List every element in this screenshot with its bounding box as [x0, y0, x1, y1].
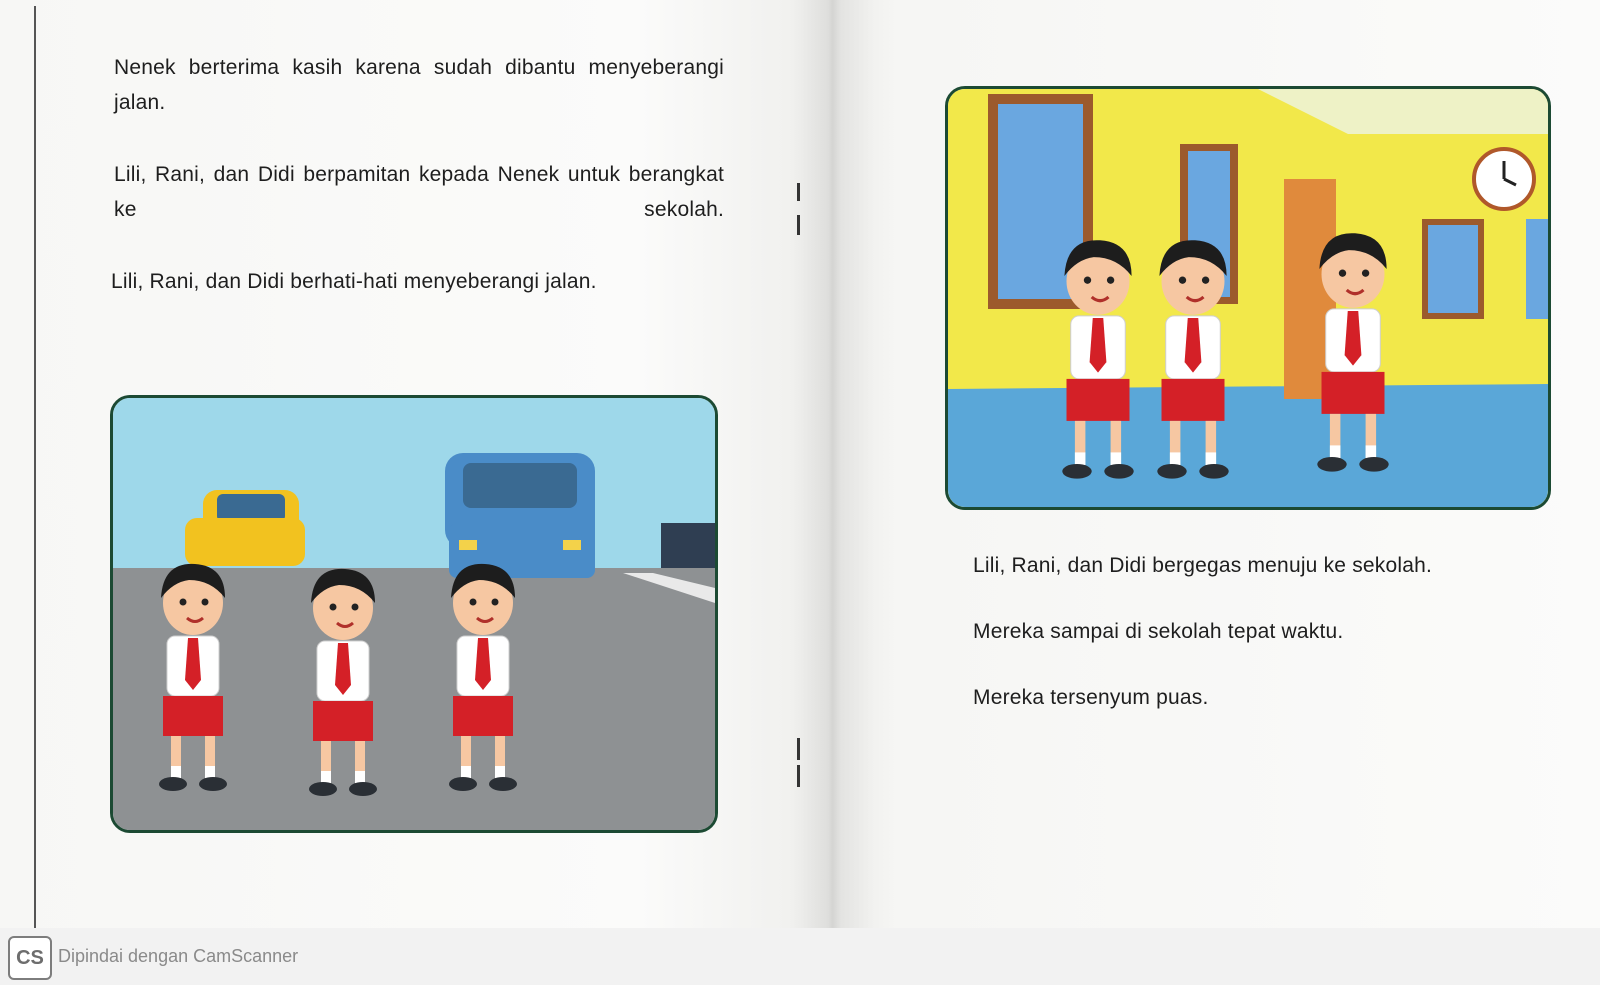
right-paragraph-3: Mereka tersenyum puas.: [973, 686, 1209, 709]
left-paragraph-3: Lili, Rani, dan Didi berhati-hati menyeberangi jalan.: [111, 270, 597, 293]
binding-mark: [797, 215, 800, 235]
left-paragraph-1: Nenek berterima kasih karena sudah dibantu menyeberangi jalan.: [114, 56, 724, 114]
camscanner-watermark-text: Dipindai dengan CamScanner: [58, 946, 299, 966]
camscanner-logo: CS: [8, 936, 52, 980]
book-gutter-shadow: [790, 0, 875, 928]
page-edge-line: [34, 6, 36, 928]
right-paragraph-2: Mereka sampai di sekolah tepat waktu.: [973, 620, 1344, 643]
binding-mark: [797, 183, 800, 201]
left-paragraph-2: Lili, Rani, dan Didi berpamitan kepada Nenek untuk berangkat ke sekolah.: [114, 163, 724, 221]
street-crossing-illustration: [110, 395, 718, 833]
right-paragraph-1: Lili, Rani, dan Didi bergegas menuju ke sekolah.: [973, 554, 1433, 577]
binding-mark: [797, 738, 800, 760]
school-hallway-illustration: [945, 86, 1551, 510]
binding-mark: [797, 765, 800, 787]
